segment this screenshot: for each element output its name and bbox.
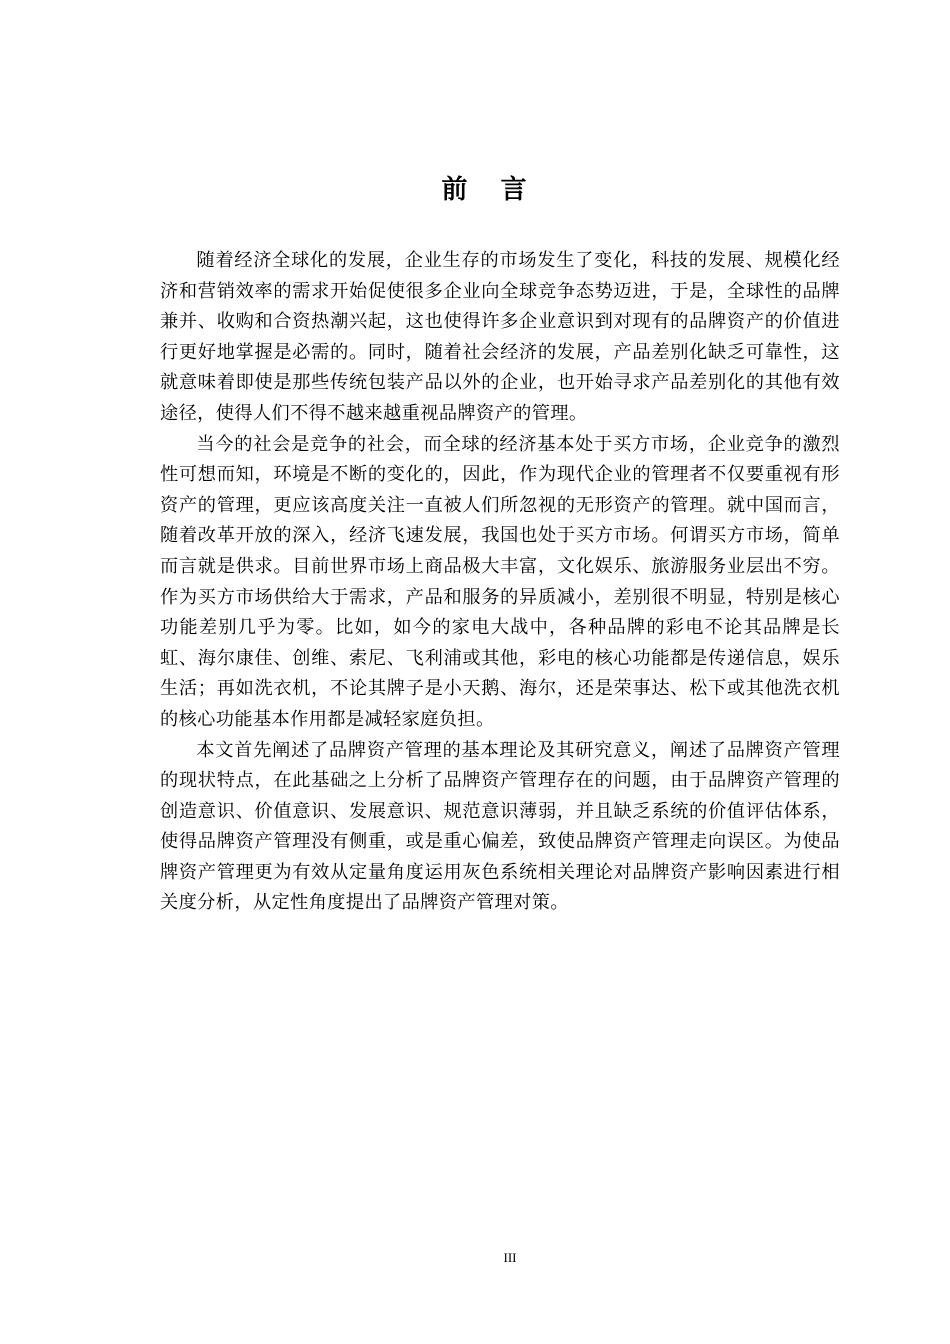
paragraph-2: 当今的社会是竞争的社会，而全球的经济基本处于买方市场，企业竞争的激烈性可想而知，环境是不断的变化的，因此，作为现代企业的管理者不仅要重视有形资产的管理，更应该高度关注一直被人们所忽视的无形资产的管理。就中国而言，随着改革开放的深入，经济飞速发展，我国也处于买方市场。何谓买方市场，简单而言就是供求。目前世界市场上商品极大丰富，文化娱乐、旅游服务业层出不穷。作为买方市场供给大于需求，产品和服务的异质减小，差别很不明显，特别是核心功能差别几乎为零。比如，如今的家电大战中，各种品牌的彩电不论其品牌是长虹、海尔康佳、创维、索尼、飞利浦或其他，彩电的核心功能都是传递信息，娱乐生活；再如洗衣机，不论其牌子是小天鹅、海尔，还是荣事达、松下或其他洗衣机的核心功能基本作用都是减轻家庭负担。 <box>160 433 840 730</box>
page-number: III <box>503 1250 517 1265</box>
page-title: 前 言 <box>441 175 539 205</box>
paragraph-1: 随着经济全球化的发展，企业生存的市场发生了变化，科技的发展、规模化经济和营销效率的需求开始促使很多企业向全球竞争态势迈进，于是，全球性的品牌兼并、收购和合资热潮兴起，这也使得许多企业意识到对现有的品牌资产的价值进行更好地掌握是必需的。同时，随着社会经济的发展，产品差别化缺乏可靠性，这就意味着即使是那些传统包装产品以外的企业，也开始寻求产品差别化的其他有效途径，使得人们不得不越来越重视品牌资产的管理。 <box>160 250 840 424</box>
paragraph-3: 本文首先阐述了品牌资产管理的基本理论及其研究意义，阐述了品牌资产管理的现状特点，在此基础之上分析了品牌资产管理存在的问题，由于品牌资产管理的创造意识、价值意识、发展意识、规范意识薄弱，并且缺乏系统的价值评估体系，使得品牌资产管理没有侧重，或是重心偏差，致使品牌资产管理走向误区。为使品牌资产管理更为有效从定量角度运用灰色系统相关理论对品牌资产影响因素进行相关度分析，从定性角度提出了品牌资产管理对策。 <box>160 739 840 914</box>
body-text <box>160 246 840 919</box>
